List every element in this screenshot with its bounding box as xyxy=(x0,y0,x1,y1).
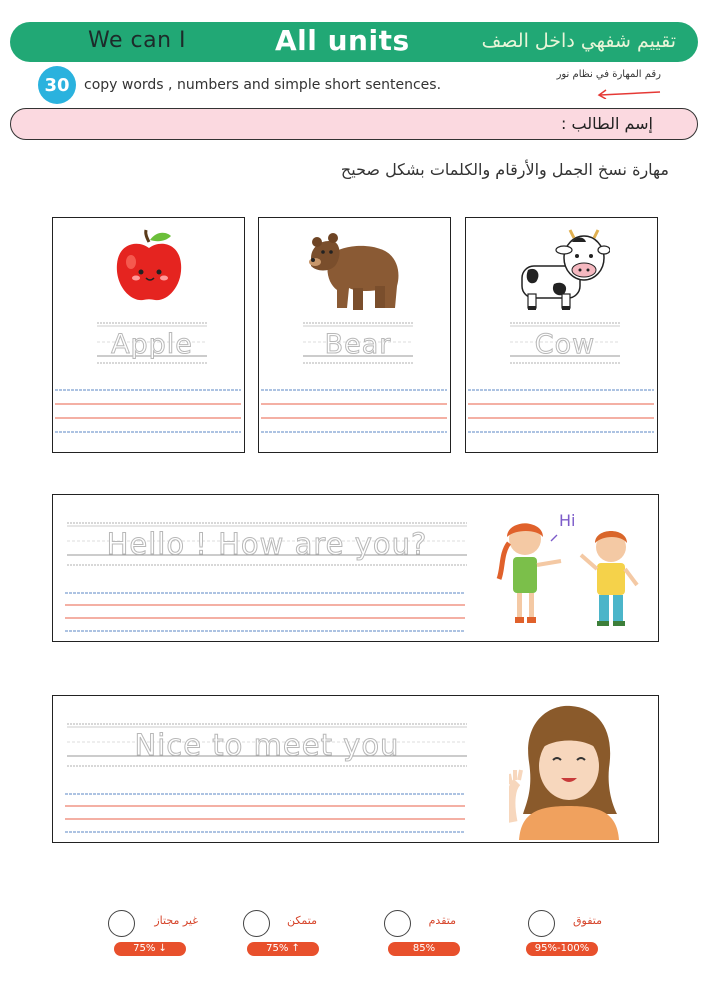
trace-word-text: Cow xyxy=(534,329,596,360)
rubric-checkbox[interactable] xyxy=(108,910,135,937)
writing-lines[interactable] xyxy=(65,792,465,834)
trace-sentence-area[interactable] xyxy=(67,521,467,567)
kids-waving-icon xyxy=(485,509,653,637)
header-right-text: تقييم شفهي داخل الصف xyxy=(481,30,676,52)
rubric-level-excellent xyxy=(528,908,618,958)
writing-lines[interactable] xyxy=(55,388,241,434)
trace-word-area[interactable] xyxy=(303,320,413,366)
student-name-field[interactable] xyxy=(10,108,698,140)
skill-number-badge: 30 xyxy=(38,66,76,104)
student-name-label: إسم الطالب : xyxy=(561,114,653,133)
sentence-box-1 xyxy=(52,494,659,642)
arrow-left-icon xyxy=(596,89,662,99)
rubric-checkbox[interactable] xyxy=(384,910,411,937)
word-card-apple xyxy=(52,217,245,453)
writing-lines[interactable] xyxy=(261,388,447,434)
trace-sentence-text: Nice to meet you xyxy=(134,728,400,762)
rubric-range: 95%-100% xyxy=(526,942,598,956)
trace-word-area[interactable] xyxy=(97,320,207,366)
rubric-label: غير مجتاز xyxy=(154,914,198,927)
bear-icon xyxy=(259,228,450,318)
trace-word-area[interactable] xyxy=(510,320,620,366)
rubric-range: 75% ↑ xyxy=(247,942,319,956)
writing-lines[interactable] xyxy=(65,591,465,633)
trace-word-text: Bear xyxy=(324,329,392,360)
girl-waving-icon xyxy=(509,702,629,840)
trace-sentence-area[interactable] xyxy=(67,722,467,768)
noor-skill-label: رقم المهارة في نظام نور xyxy=(556,69,661,80)
rubric-range: 75% ↓ xyxy=(114,942,186,956)
rubric-label: متقدم xyxy=(428,914,456,927)
rubric-level-advanced xyxy=(384,908,474,958)
rubric-level-not-passed xyxy=(108,908,198,958)
word-card-cow xyxy=(465,217,658,453)
sentence-box-2 xyxy=(52,695,659,843)
header-left-text: We can I xyxy=(88,28,186,53)
rubric-level-competent xyxy=(243,908,333,958)
word-card-bear xyxy=(258,217,451,453)
header-bar xyxy=(10,22,698,62)
rubric-range: 85% xyxy=(388,942,460,956)
rubric-label: متمكن xyxy=(286,914,317,927)
header-title: All units xyxy=(275,24,410,57)
rubric-checkbox[interactable] xyxy=(528,910,555,937)
instruction-text: مهارة نسخ الجمل والأرقام والكلمات بشكل صحيح xyxy=(340,160,669,179)
apple-icon xyxy=(53,228,244,318)
rubric-checkbox[interactable] xyxy=(243,910,270,937)
cow-icon xyxy=(466,228,657,318)
hi-bubble-text: Hi xyxy=(559,511,576,530)
skill-description: copy words , numbers and simple short sentences. xyxy=(84,77,442,93)
rubric-label: متفوق xyxy=(573,914,602,927)
trace-sentence-text: Hello ! How are you? xyxy=(106,527,428,561)
trace-word-text: Apple xyxy=(111,329,193,360)
writing-lines[interactable] xyxy=(468,388,654,434)
